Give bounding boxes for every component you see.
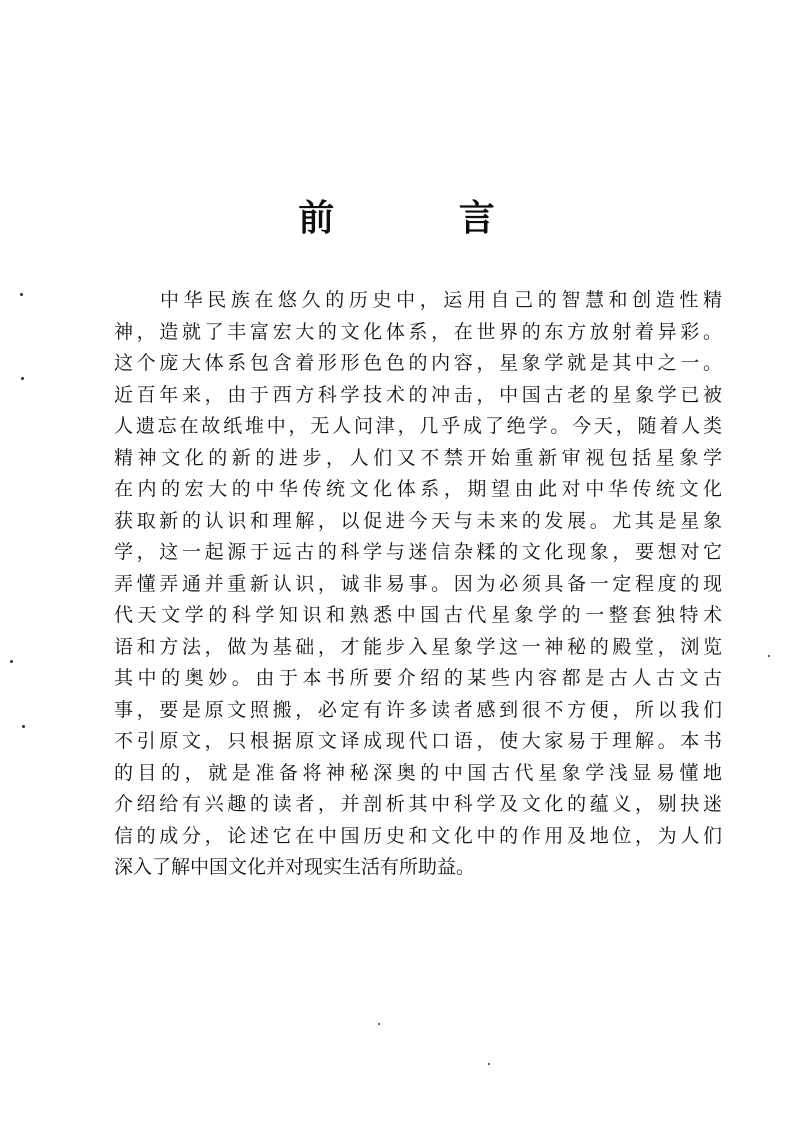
scan-speck	[10, 660, 13, 663]
text-line: 语和方法，做为基础，才能步入星象学这一神秘的殿堂，浏览	[114, 635, 722, 658]
text-line: 在内的宏大的中华传统文化体系，期望由此对中华传统文化	[114, 478, 722, 500]
text-line: 学，这一起源于远古的科学与迷信杂糅的文化现象，要想对它	[114, 541, 722, 563]
scan-speck	[20, 293, 23, 296]
text-line: 介绍给有兴趣的读者，并剖析其中科学及文化的蕴义，剔抉迷	[114, 793, 722, 815]
scan-speck	[378, 1023, 380, 1025]
page-title: 前 言	[298, 198, 551, 239]
text-line: 不引原文，只根据原文译成现代口语，使大家易于理解。本书	[114, 730, 722, 752]
scan-speck	[768, 655, 770, 657]
text-line: 信的成分，论述它在中国历史和文化中的作用及地位，为人们	[114, 824, 722, 847]
preface-paragraph	[114, 285, 722, 884]
text-line: 弄懂弄通并重新认识，诚非易事。因为必须具备一定程度的现	[114, 572, 722, 595]
text-line: 其中的奥妙。由于本书所要介绍的某些内容都是古人古文古	[114, 667, 722, 689]
text-line: 近百年来，由于西方科学技术的冲击，中国古老的星象学已被	[114, 383, 722, 406]
text-line: 人遗忘在故纸堆中，无人问津，几乎成了绝学。今天，随着人类	[114, 415, 722, 437]
scan-speck	[22, 725, 25, 728]
text-line: 获取新的认识和理解，以促进今天与未来的发展。尤其是星象	[114, 509, 722, 532]
text-line: 深入了解中国文化并对现实生活有所助益。	[114, 856, 476, 878]
scan-speck	[488, 1063, 490, 1065]
text-line: 代天文学的科学知识和熟悉中国古代星象学的一整套独特术	[114, 604, 722, 626]
text-line: 神，造就了丰富宏大的文化体系，在世界的东方放射着异彩。	[114, 320, 722, 343]
text-line: 精神文化的新的进步，人们又不禁开始重新审视包括星象学	[114, 446, 722, 469]
text-line: 这个庞大体系包含着形形色色的内容，星象学就是其中之一。	[114, 352, 722, 374]
text-line: 事，要是原文照搬，必定有许多读者感到很不方便，所以我们	[114, 698, 722, 721]
text-line: 中华民族在悠久的历史中，运用自己的智慧和创造性精	[160, 289, 722, 311]
text-line: 的目的，就是准备将神秘深奥的中国古代星象学浅显易懂地	[114, 761, 722, 784]
scan-speck	[21, 377, 24, 380]
